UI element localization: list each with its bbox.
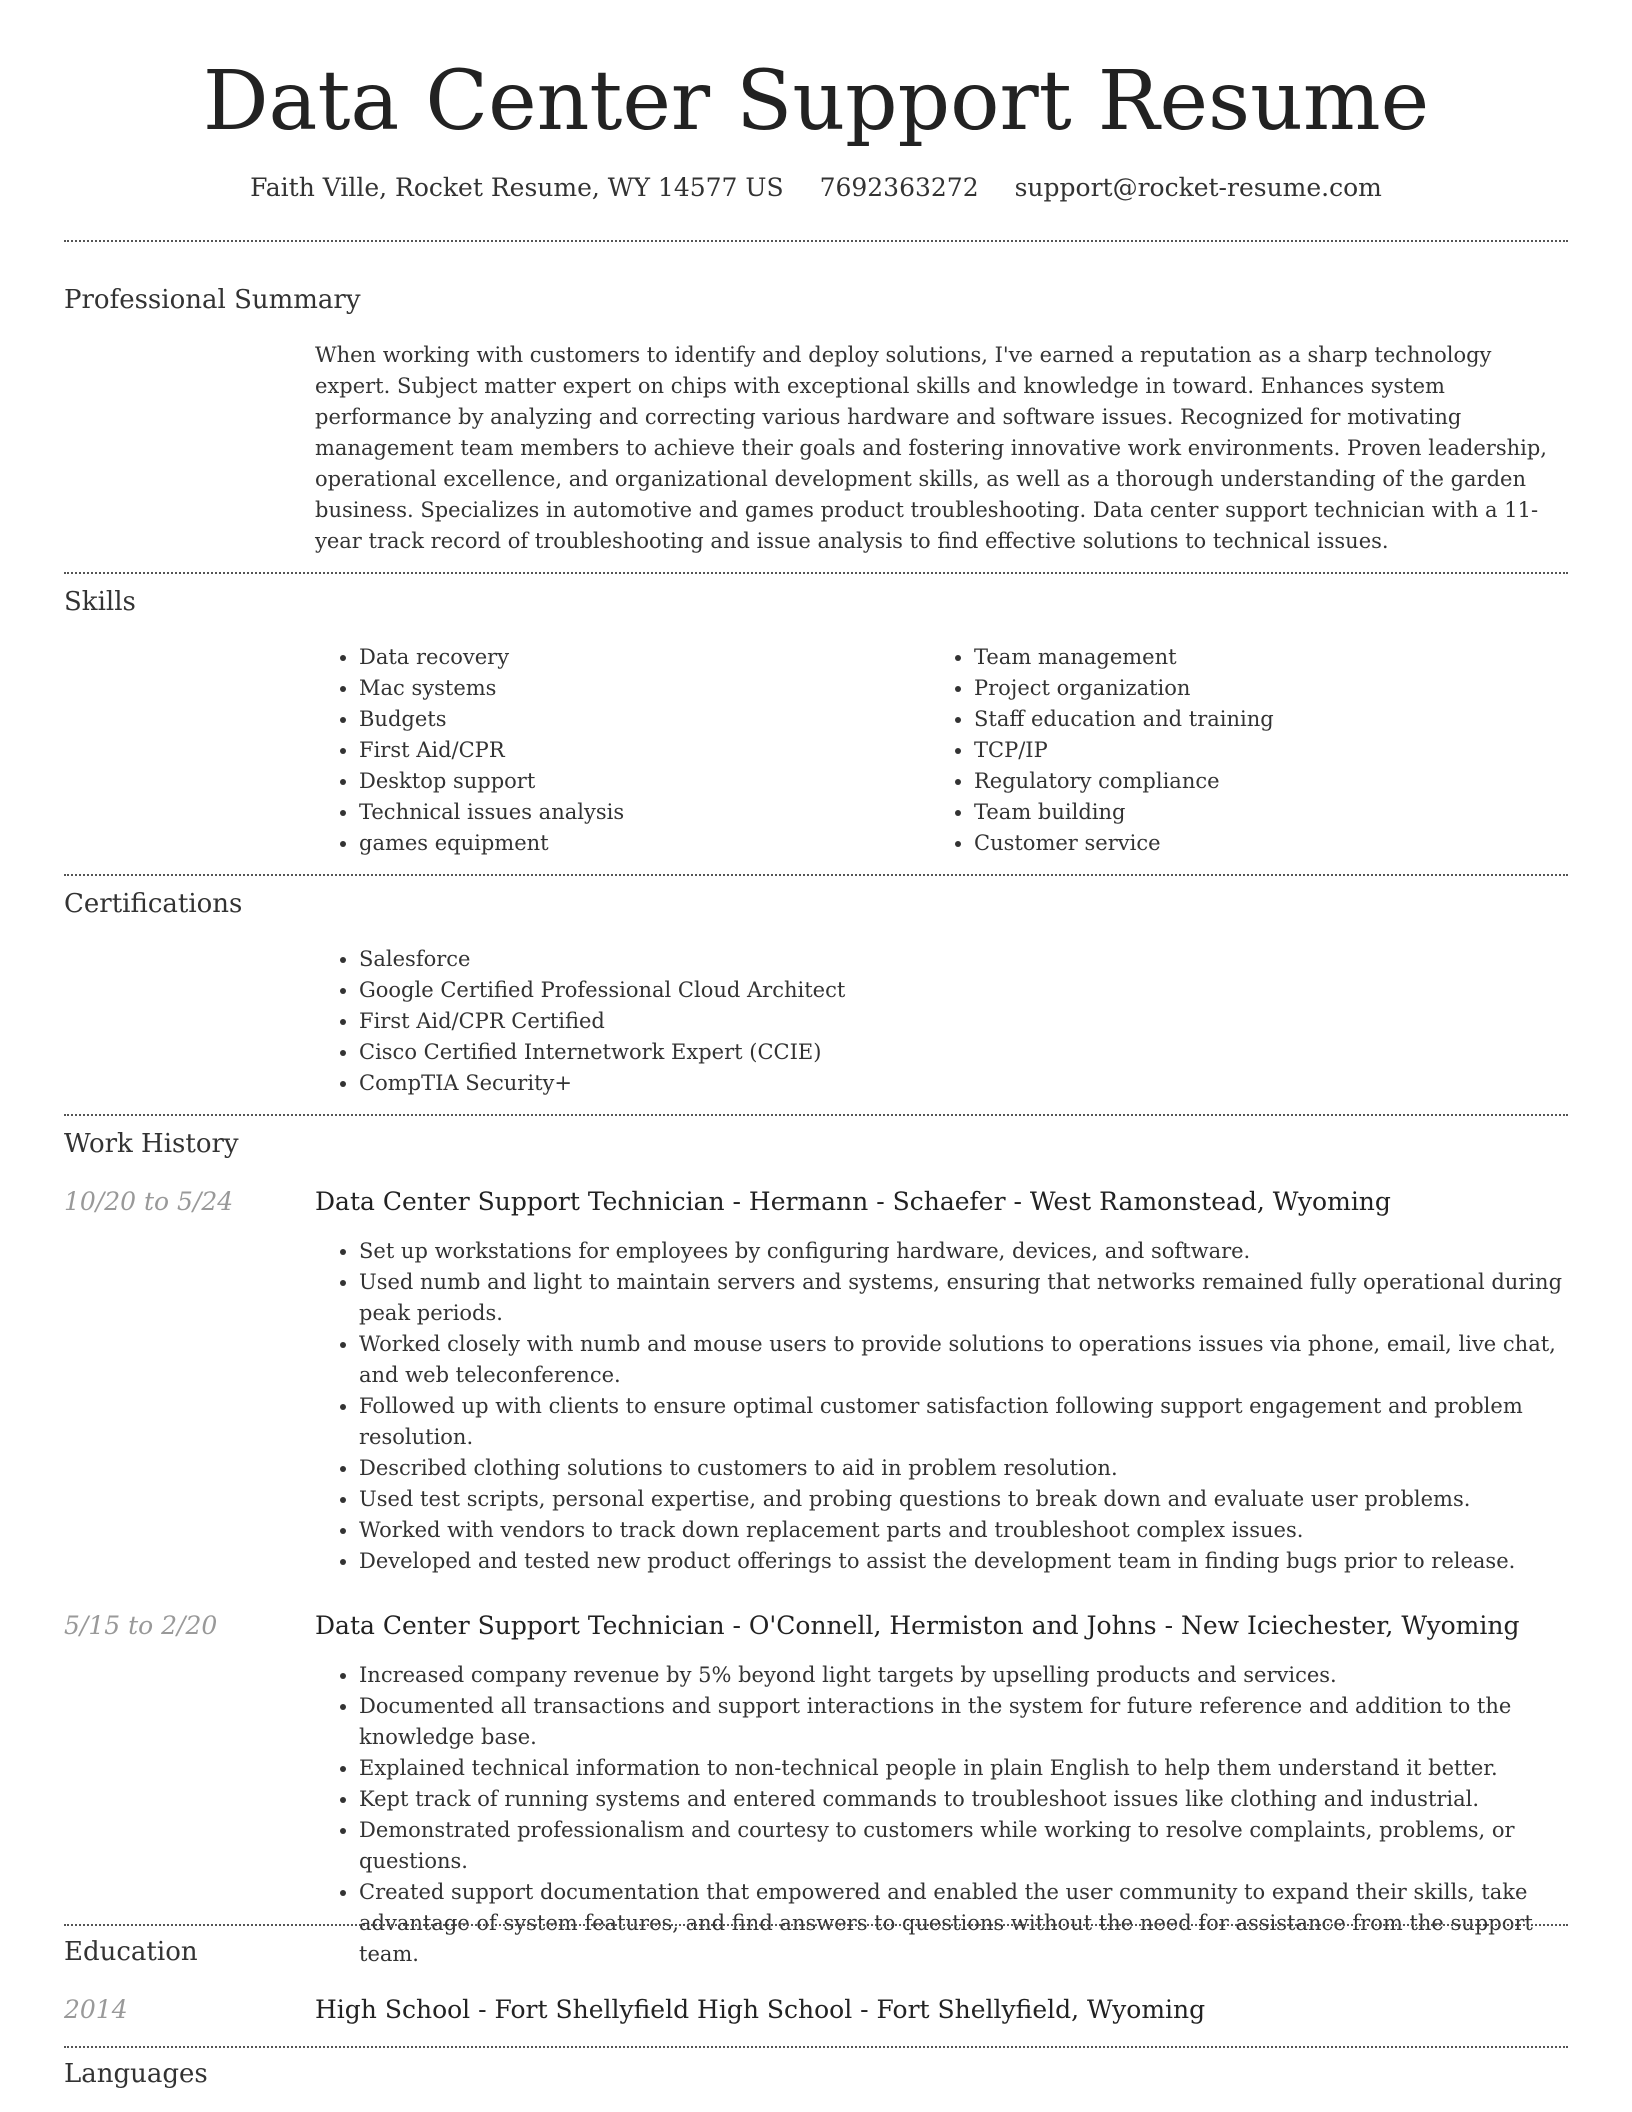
education-title: High School - Fort Shellyfield High School - Fort Shellyfield, Wyoming xyxy=(315,1995,1206,2024)
certifications-heading: Certifications xyxy=(64,889,243,919)
divider xyxy=(64,2046,1568,2048)
job-bullet: • Used numb and light to maintain servers and systems, ensuring that networks remained fully operational during peak periods. xyxy=(359,1267,1568,1329)
certification-item: • First Aid/CPR Certified xyxy=(359,1006,1559,1037)
skill-item: • Team management xyxy=(974,642,1574,673)
job-bullet: • Set up workstations for employees by configuring hardware, devices, and software. xyxy=(359,1236,1568,1267)
skill-item: • Technical issues analysis xyxy=(359,797,929,828)
job-bullet: • Created support documentation that empowered and enabled the user community to expand their skills, take advantage of system features, and find answers to questions without the need for assistance from the support team. xyxy=(359,1877,1568,1970)
contact-email: support@rocket-resume.com xyxy=(1014,173,1382,202)
skill-item: • games equipment xyxy=(359,828,929,859)
contact-line xyxy=(64,170,1568,206)
summary-heading: Professional Summary xyxy=(64,285,361,315)
certification-item: • Salesforce xyxy=(359,944,1559,975)
certifications-list xyxy=(315,944,1559,1099)
skill-item: • First Aid/CPR xyxy=(359,735,929,766)
education-date: 2014 xyxy=(64,1995,128,2024)
contact-phone: 7692363272 xyxy=(819,173,979,202)
job-title: Data Center Support Technician - Hermann - Schaefer - West Ramonstead, Wyoming xyxy=(315,1187,1391,1216)
work-heading: Work History xyxy=(64,1129,239,1159)
skill-item: • Team building xyxy=(974,797,1574,828)
job-dates: 10/20 to 5/24 xyxy=(64,1187,234,1216)
job-bullet: • Worked closely with numb and mouse users to provide solutions to operations issues via phone, email, live chat, and web teleconference. xyxy=(359,1329,1568,1391)
job-bullet: • Worked with vendors to track down replacement parts and troubleshoot complex issues. xyxy=(359,1515,1568,1546)
job-title: Data Center Support Technician - O'Connell, Hermiston and Johns - New Iciechester, Wyoming xyxy=(315,1611,1520,1640)
languages-heading: Languages xyxy=(64,2059,208,2089)
job-bullet: • Kept track of running systems and entered commands to troubleshoot issues like clothing and industrial. xyxy=(359,1784,1568,1815)
skill-item: • Desktop support xyxy=(359,766,929,797)
job-bullet: • Followed up with clients to ensure optimal customer satisfaction following support engagement and problem resolution. xyxy=(359,1391,1568,1453)
job-dates: 5/15 to 2/20 xyxy=(64,1611,218,1640)
skill-item: • Customer service xyxy=(974,828,1574,859)
divider xyxy=(64,572,1568,574)
skill-item: • TCP/IP xyxy=(974,735,1574,766)
divider xyxy=(64,240,1568,242)
education-heading: Education xyxy=(64,1937,198,1967)
skills-list-right xyxy=(930,642,1574,859)
skill-item: • Budgets xyxy=(359,704,929,735)
job-bullet: • Developed and tested new product offerings to assist the development team in finding bugs prior to release. xyxy=(359,1546,1568,1577)
summary-text: When working with customers to identify and deploy solutions, I've earned a reputation as a sharp technology expert. Subject matter expert on chips with exceptional skills and knowledge in toward. Enhances system performance by analyzing and correcting various hardware and software issues. Recognized for motivating management team members to achieve their goals and fostering innovative work environments. Proven leadership, operational excellence, and organizational development skills, as well as a thorough understanding of the garden business. Specializes in automotive and games product troubleshooting. Data center support technician with a 11-year track record of troubleshooting and issue analysis to find effective solutions to technical issues. xyxy=(315,343,1547,553)
contact-address: Faith Ville, Rocket Resume, WY 14577 US xyxy=(250,173,784,202)
divider xyxy=(64,1114,1568,1116)
job-bullet: • Increased company revenue by 5% beyond light targets by upselling products and services. xyxy=(359,1660,1568,1691)
skills-list-left xyxy=(315,642,929,859)
job-bullet: • Demonstrated professionalism and courtesy to customers while working to resolve complaints, problems, or questions. xyxy=(359,1815,1568,1877)
skill-item: • Data recovery xyxy=(359,642,929,673)
divider xyxy=(64,874,1568,876)
certification-item: • CompTIA Security+ xyxy=(359,1068,1559,1099)
skill-item: • Mac systems xyxy=(359,673,929,704)
job-bullet: • Documented all transactions and support interactions in the system for future reference and addition to the knowledge base. xyxy=(359,1691,1568,1753)
certification-item: • Google Certified Professional Cloud Architect xyxy=(359,975,1559,1006)
skills-heading: Skills xyxy=(64,587,136,617)
resume-title: Data Center Support Resume xyxy=(202,54,1430,149)
skill-item: • Staff education and training xyxy=(974,704,1574,735)
job-bullet: • Explained technical information to non-technical people in plain English to help them understand it better. xyxy=(359,1753,1568,1784)
skill-item: • Project organization xyxy=(974,673,1574,704)
job-bullet: • Used test scripts, personal expertise, and probing questions to break down and evaluate user problems. xyxy=(359,1484,1568,1515)
divider xyxy=(64,1924,1568,1926)
skill-item: • Regulatory compliance xyxy=(974,766,1574,797)
job-bullets xyxy=(315,1236,1568,1577)
certification-item: • Cisco Certified Internetwork Expert (CCIE) xyxy=(359,1037,1559,1068)
job-bullet: • Described clothing solutions to customers to aid in problem resolution. xyxy=(359,1453,1568,1484)
